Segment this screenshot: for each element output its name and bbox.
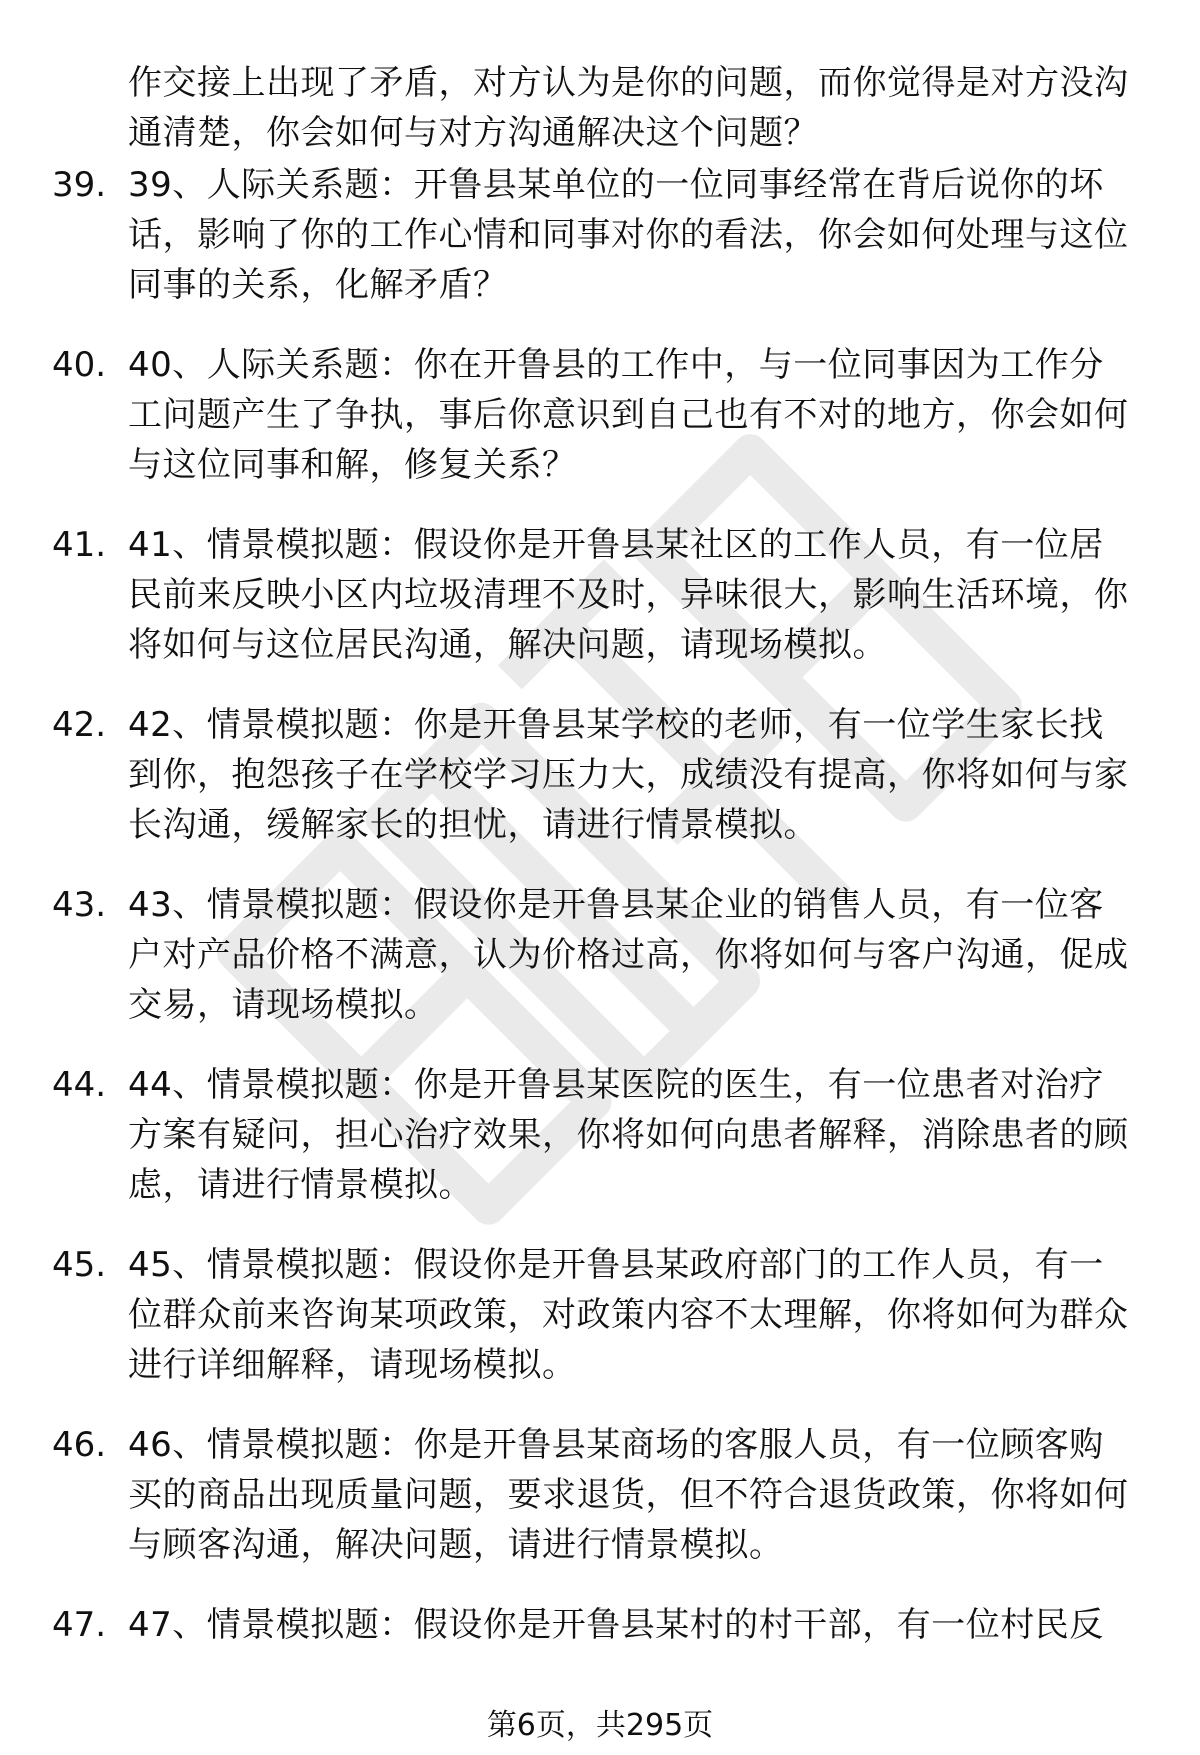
question-item <box>0 520 1200 670</box>
question-item <box>0 340 1200 490</box>
question-number: 45. <box>52 1245 107 1285</box>
question-text: 44、情景模拟题：你是开鲁县某医院的医生，有一位患者对治疗方案有疑问，担心治疗效果，你将如何向患者解释，消除患者的顾虑，请进行情景模拟。 <box>128 1065 1129 1205</box>
question-item <box>0 1240 1200 1390</box>
question-item <box>0 1420 1200 1570</box>
question-text: 42、情景模拟题：你是开鲁县某学校的老师，有一位学生家长找到你，抱怨孩子在学校学习压力大，成绩没有提高，你将如何与家长沟通，缓解家长的担忧，请进行情景模拟。 <box>128 705 1129 845</box>
question-item <box>0 700 1200 850</box>
question-item <box>0 160 1200 310</box>
question-list <box>0 160 1200 1690</box>
question-text: 43、情景模拟题：假设你是开鲁县某企业的销售人员，有一位客户对产品价格不满意，认为价格过高，你将如何与客户沟通，促成交易，请现场模拟。 <box>128 885 1129 1025</box>
question-number: 42. <box>52 705 107 745</box>
question-text: 41、情景模拟题：假设你是开鲁县某社区的工作人员，有一位居民前来反映小区内垃圾清理不及时，异味很大，影响生活环境，你将如何与这位居民沟通，解决问题，请现场模拟。 <box>128 525 1129 665</box>
continuation-text: 作交接上出现了矛盾，对方认为是你的问题，而你觉得是对方没沟通清楚，你会如何与对方沟通解决这个问题？ <box>128 63 1129 153</box>
question-number: 43. <box>52 885 107 925</box>
continuation-paragraph <box>128 58 1138 158</box>
question-item <box>0 1600 1200 1660</box>
page-footer: 第6页，共295页 <box>486 1708 714 1743</box>
question-text: 46、情景模拟题：你是开鲁县某商场的客服人员，有一位顾客购买的商品出现质量问题，要求退货，但不符合退货政策，你将如何与顾客沟通，解决问题，请进行情景模拟。 <box>128 1425 1129 1565</box>
question-text: 45、情景模拟题：假设你是开鲁县某政府部门的工作人员，有一位群众前来咨询某项政策，对政策内容不太理解，你将如何为群众进行详细解释，请现场模拟。 <box>128 1245 1129 1385</box>
question-number: 47. <box>52 1605 107 1645</box>
question-number: 40. <box>52 345 107 385</box>
question-number: 41. <box>52 525 107 565</box>
question-item <box>0 880 1200 1030</box>
question-item <box>0 1060 1200 1210</box>
question-text: 39、人际关系题：开鲁县某单位的一位同事经常在背后说你的坏话，影响了你的工作心情和同事对你的看法，你会如何处理与这位同事的关系，化解矛盾？ <box>128 165 1129 305</box>
question-text: 47、情景模拟题：假设你是开鲁县某村的村干部，有一位村民反 <box>128 1605 1104 1645</box>
question-number: 44. <box>52 1065 107 1105</box>
question-text: 40、人际关系题：你在开鲁县的工作中，与一位同事因为工作分工问题产生了争执，事后你意识到自己也有不对的地方，你会如何与这位同事和解，修复关系？ <box>128 345 1129 485</box>
question-number: 46. <box>52 1425 107 1465</box>
question-number: 39. <box>52 165 107 205</box>
